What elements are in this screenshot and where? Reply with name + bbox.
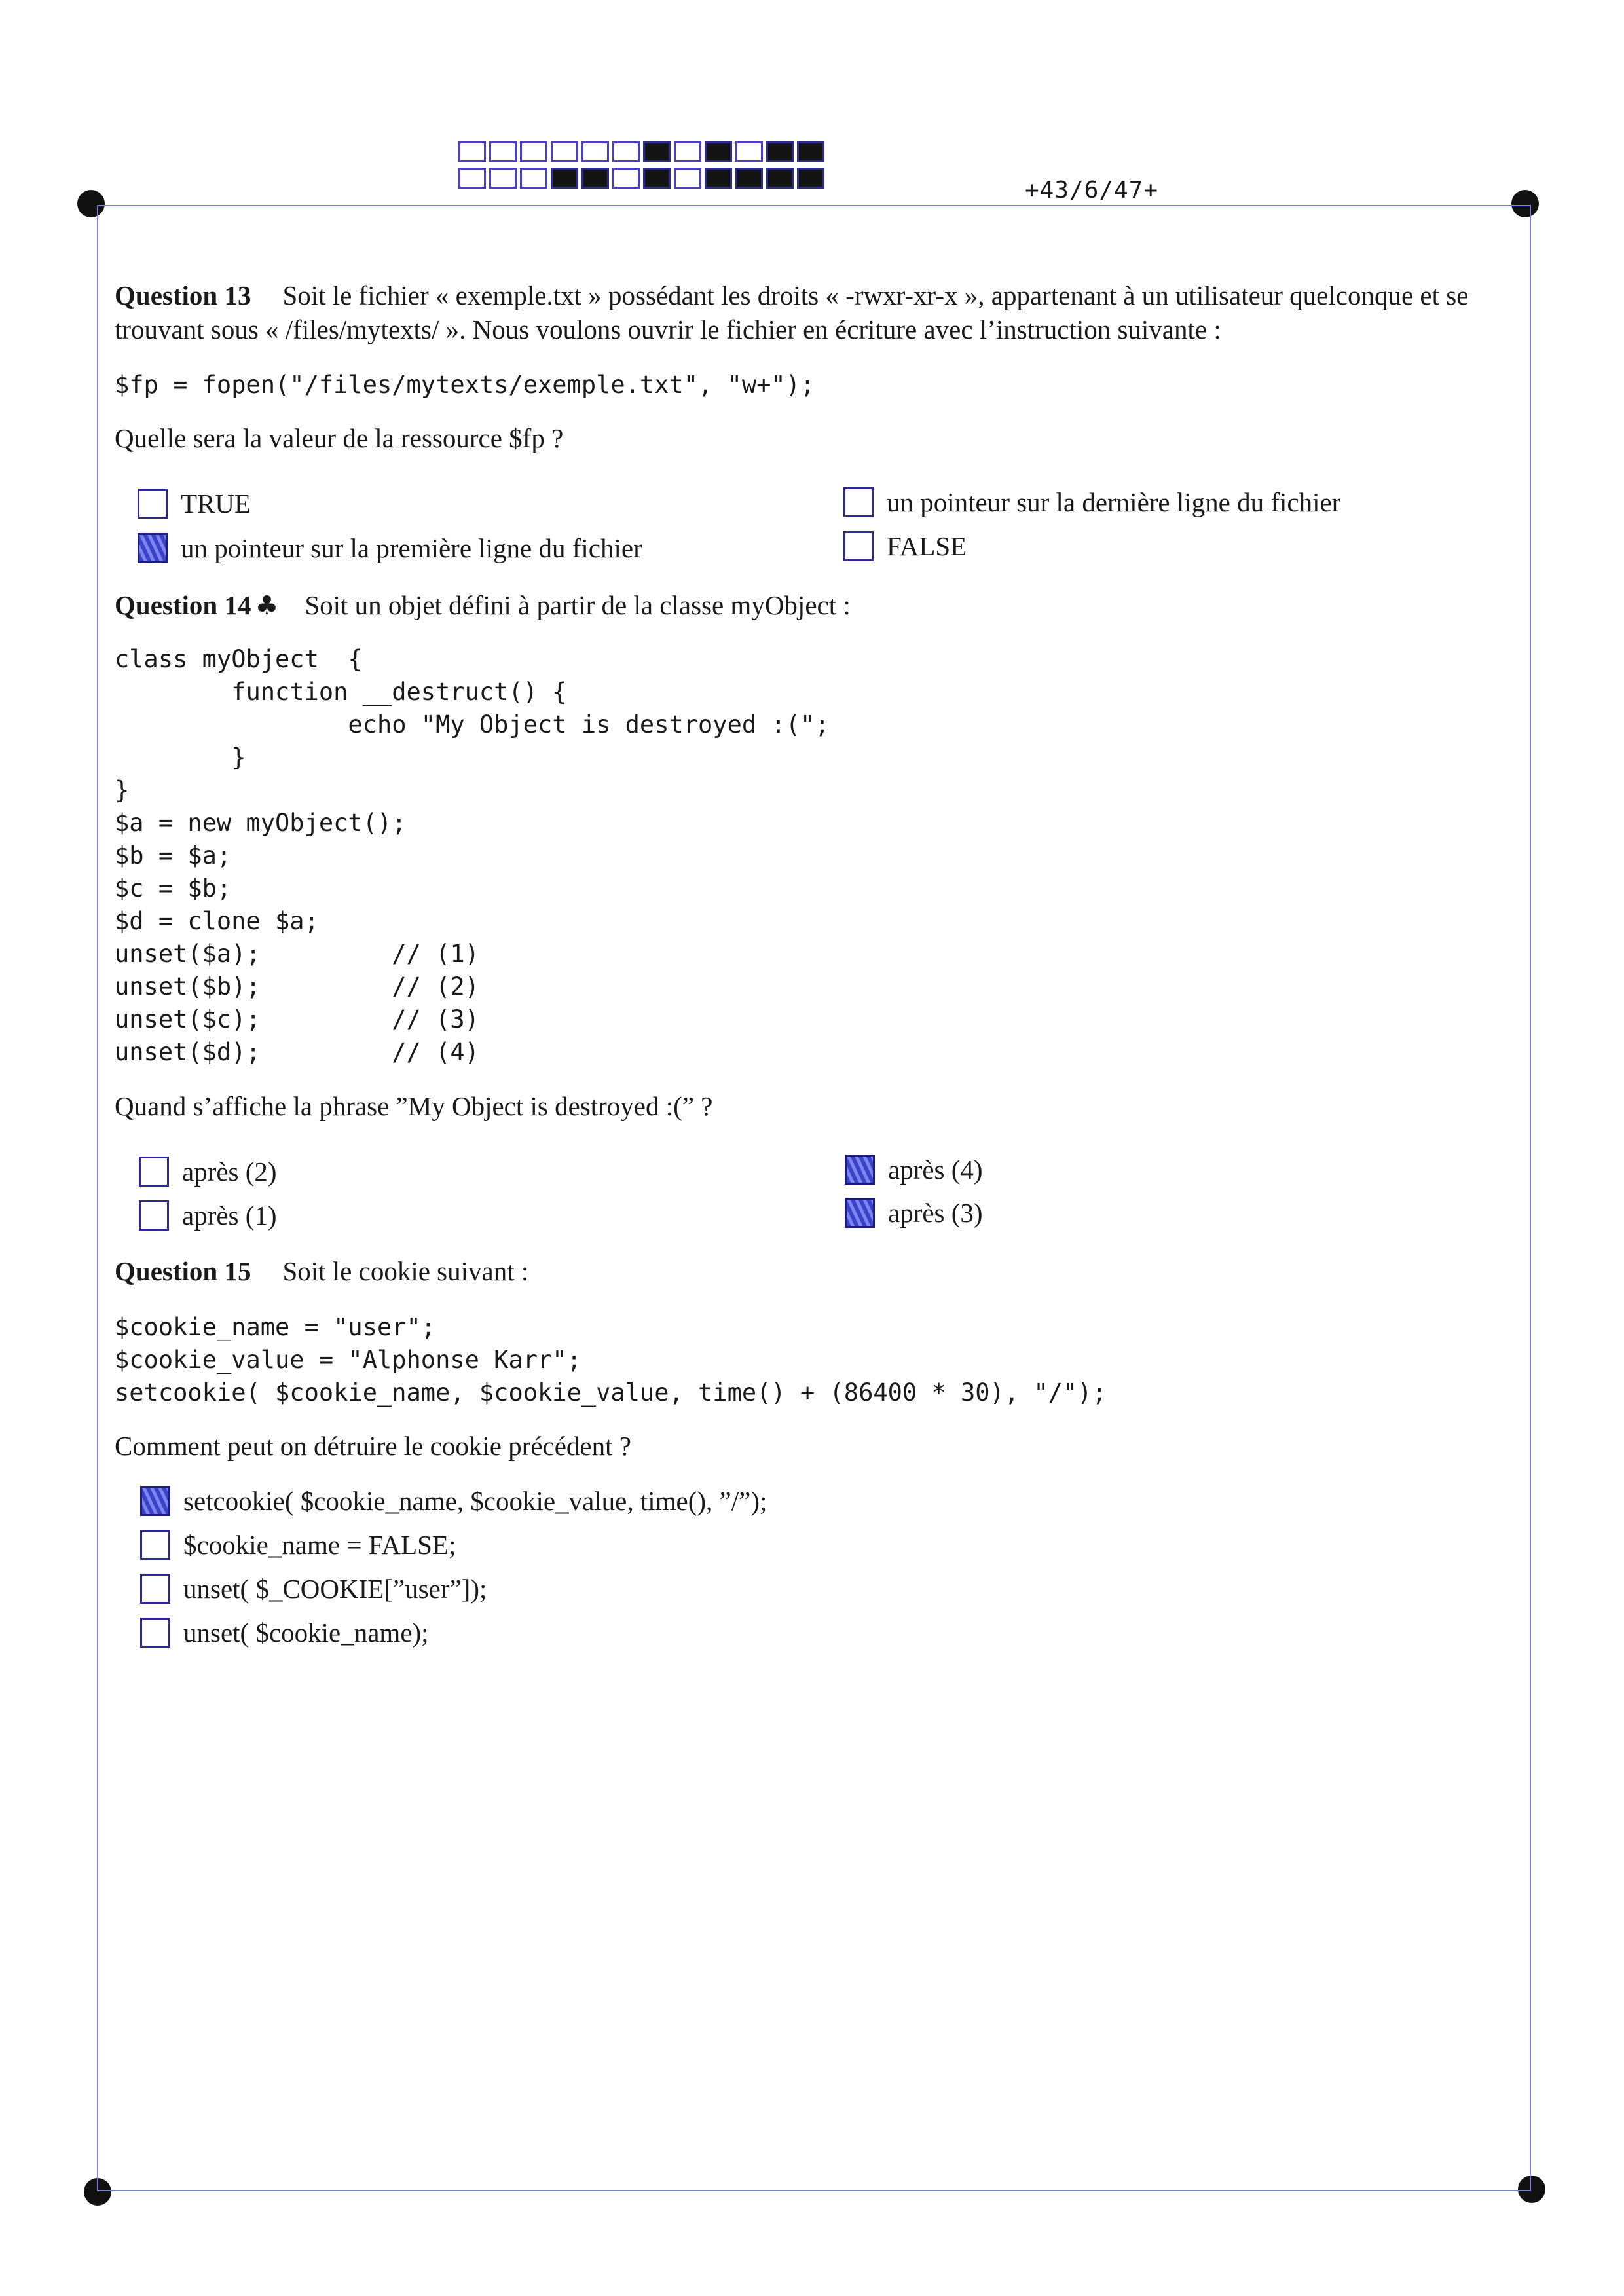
barcode-cell (581, 168, 609, 189)
barcode-cell (458, 168, 486, 189)
checkbox[interactable] (139, 1200, 169, 1231)
barcode-cell (797, 141, 824, 162)
option-label: après (3) (888, 1198, 983, 1228)
option-label: unset( $_COOKIE[”user”]); (183, 1574, 487, 1604)
checkbox[interactable] (140, 1486, 170, 1516)
question-label: Question 14 (115, 590, 251, 620)
q14-option-1[interactable] (139, 1155, 277, 1189)
question-13-code: $fp = fopen("/files/mytexts/exemple.txt", "w+"); (115, 371, 815, 399)
barcode-cell (643, 168, 671, 189)
option-label: TRUE (181, 489, 251, 519)
option-label: après (1) (182, 1200, 277, 1231)
question-15 (115, 1254, 1509, 1288)
option-label: un pointeur sur la première ligne du fichier (181, 533, 642, 563)
barcode-cell (551, 168, 578, 189)
barcode-cell (520, 168, 547, 189)
q14-option-4[interactable] (845, 1196, 983, 1230)
barcode-cell (766, 168, 794, 189)
checkbox[interactable] (138, 533, 168, 563)
q14-option-2[interactable] (139, 1198, 277, 1232)
barcode-row (458, 141, 828, 162)
barcode-cell (551, 141, 578, 162)
checkbox[interactable] (138, 489, 168, 519)
q13-option-2[interactable] (138, 531, 642, 565)
barcode-cell (705, 168, 732, 189)
barcode-cell (766, 141, 794, 162)
barcode-cell (797, 168, 824, 189)
barcode-cell (581, 141, 609, 162)
option-label: unset( $cookie_name); (183, 1618, 429, 1648)
q15-option-1[interactable] (140, 1484, 767, 1518)
option-label: après (4) (888, 1155, 983, 1185)
barcode-cell (612, 141, 640, 162)
q15-option-2[interactable] (140, 1528, 456, 1562)
q15-option-3[interactable] (140, 1572, 487, 1606)
option-label: setcookie( $cookie_name, $cookie_value, time(), ”/”); (183, 1486, 767, 1516)
barcode-cell (705, 141, 732, 162)
checkbox[interactable] (140, 1530, 170, 1560)
question-label: Question 13 (115, 280, 251, 310)
question-13 (115, 278, 1509, 346)
barcode-cell (489, 141, 517, 162)
q15-option-4[interactable] (140, 1616, 429, 1650)
checkbox[interactable] (843, 531, 874, 561)
question-14-prompt: Quand s’affiche la phrase ”My Object is destroyed :(” ? (115, 1091, 713, 1121)
checkbox[interactable] (140, 1618, 170, 1648)
option-label: $cookie_name = FALSE; (183, 1530, 456, 1560)
q13-option-3[interactable] (843, 485, 1340, 519)
barcode-cell (674, 168, 701, 189)
club-icon: ♣ (255, 591, 279, 621)
option-label: FALSE (887, 531, 967, 561)
question-text: Soit un objet défini à partir de la classe myObject : (304, 590, 851, 620)
checkbox[interactable] (140, 1574, 170, 1604)
question-label: Question 15 (115, 1256, 251, 1286)
barcode-cell (674, 141, 701, 162)
sheet-id: +43/6/47+ (1025, 177, 1159, 204)
checkbox[interactable] (139, 1157, 169, 1187)
sheet-barcode (458, 141, 828, 194)
checkbox[interactable] (843, 487, 874, 517)
barcode-cell (612, 168, 640, 189)
barcode-cell (489, 168, 517, 189)
barcode-cell (735, 168, 763, 189)
question-text: Soit le cookie suivant : (282, 1256, 529, 1286)
barcode-row (458, 168, 828, 189)
q14-option-3[interactable] (845, 1153, 983, 1187)
barcode-cell (735, 141, 763, 162)
question-text: Soit le fichier « exemple.txt » possédant les droits « -rwxr-xr-x », appartenant à un utilisateur quelconque et se trouvant sous « /files/mytexts/ ». Nous voulons ouvrir le fichier en écriture avec l’instruction suivante : (115, 280, 1469, 344)
q13-option-4[interactable] (843, 529, 967, 563)
option-label: après (2) (182, 1157, 277, 1187)
option-label: un pointeur sur la dernière ligne du fichier (887, 487, 1341, 517)
question-13-prompt: Quelle sera la valeur de la ressource $fp ? (115, 423, 564, 453)
checkbox[interactable] (845, 1155, 875, 1185)
question-15-prompt: Comment peut on détruire le cookie précédent ? (115, 1431, 631, 1461)
question-14-code: class myObject { function __destruct() { echo "My Object is destroyed :("; } } $a = new myObject(); $b = $a; $c = $b; $d = clone $a; unset($a); // (1) unset($b); // (2) unset($c); // (3) unset($d); // (4) (115, 645, 830, 1066)
barcode-cell (458, 141, 486, 162)
question-15-code: $cookie_name = "user"; $cookie_value = "Alphonse Karr"; setcookie( $cookie_name, $cookie_value, time() + (86400 * 30), "/"); (115, 1313, 1107, 1407)
q13-option-1[interactable] (138, 487, 251, 521)
barcode-cell (643, 141, 671, 162)
barcode-cell (520, 141, 547, 162)
checkbox[interactable] (845, 1198, 875, 1228)
question-14 (115, 588, 1509, 623)
